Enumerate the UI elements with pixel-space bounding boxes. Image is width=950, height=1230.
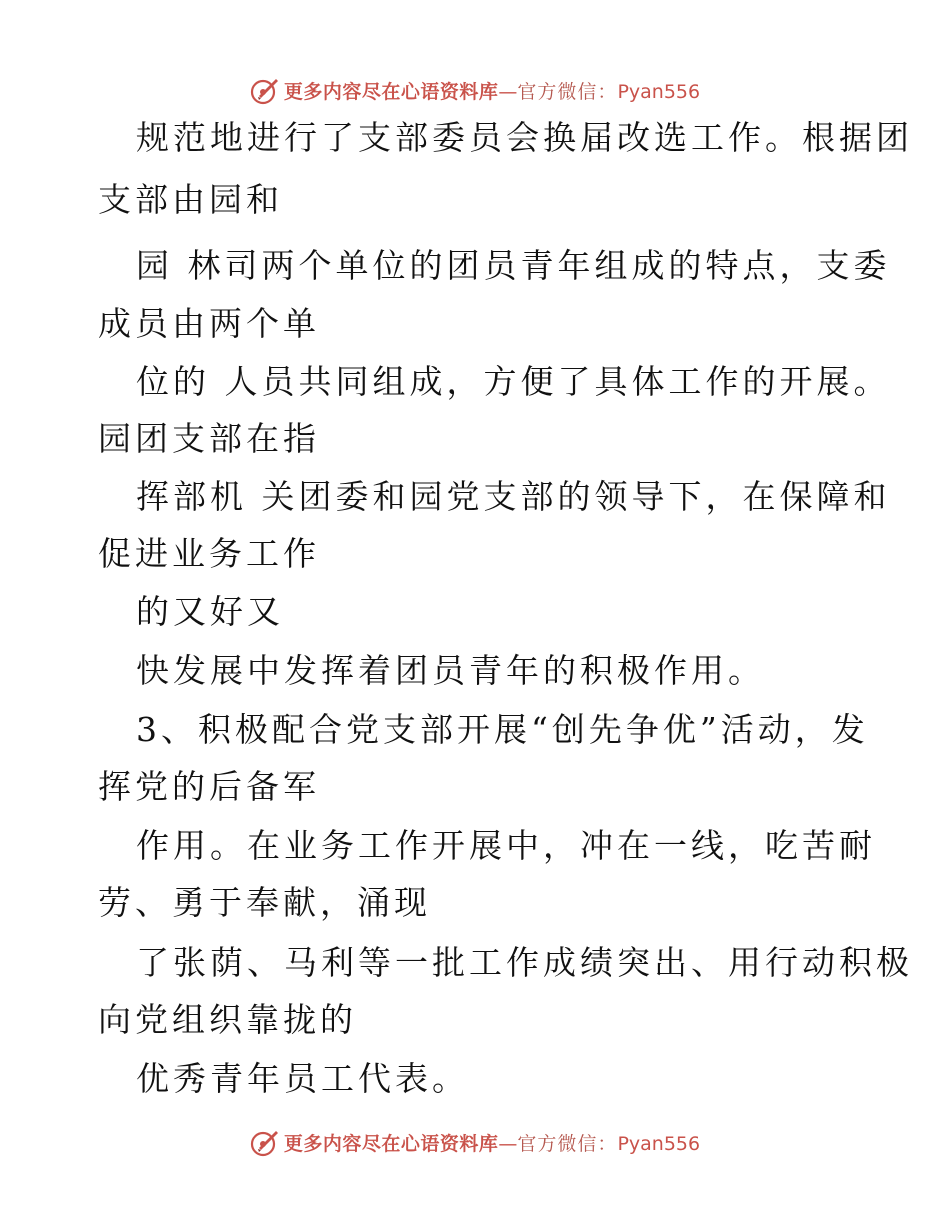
- watermark-text: [284, 1129, 700, 1156]
- text-line: 作用。在业务工作开展中，冲在一线，吃苦耐: [136, 826, 876, 865]
- watermark-official-label: 官方微信：: [517, 80, 618, 103]
- text-line: 优秀青年员工代表。: [136, 1059, 469, 1098]
- text-line: 促进业务工作: [98, 534, 320, 573]
- watermark-wechat-id: Pyan556: [617, 80, 701, 103]
- text-line: 支部由园和: [98, 180, 283, 219]
- text-line: 的又好又: [136, 592, 284, 631]
- text-line: 园团支部在指: [98, 419, 320, 458]
- text-line: 向党组织靠拢的: [98, 1000, 357, 1039]
- text-line: 园 林司两个单位的团员青年组成的特点，支委: [136, 246, 891, 285]
- text-line: 3、积极配合党支部开展“创先争优”活动，发: [136, 710, 869, 749]
- text-line: 挥党的后备军: [98, 767, 320, 806]
- footer-watermark: [0, 1122, 950, 1162]
- watermark-official-label: 官方微信：: [517, 1132, 618, 1155]
- watermark-text: [284, 77, 700, 104]
- watermark-brand: 更多内容尽在心语资料库: [283, 1132, 499, 1155]
- header-watermark: [0, 70, 950, 110]
- quill-logo-icon: [250, 75, 280, 105]
- watermark-separator: —: [498, 80, 518, 103]
- text-line: 规范地进行了支部委员会换届改选工作。根据团: [136, 118, 913, 157]
- watermark-separator: —: [498, 1132, 518, 1155]
- quill-logo-icon: [250, 1127, 280, 1157]
- text-line: 成员由两个单: [98, 304, 320, 343]
- watermark-brand: 更多内容尽在心语资料库: [283, 80, 499, 103]
- text-line: 劳、勇于奉献，涌现: [98, 883, 431, 922]
- text-line: 位的 人员共同组成，方便了具体工作的开展。: [136, 362, 891, 401]
- text-line: 快发展中发挥着团员青年的积极作用。: [136, 651, 765, 690]
- text-line: 挥部机 关团委和园党支部的领导下，在保障和: [136, 477, 891, 516]
- text-line: 了张荫、马利等一批工作成绩突出、用行动积极: [136, 943, 913, 982]
- watermark-wechat-id: Pyan556: [617, 1132, 701, 1155]
